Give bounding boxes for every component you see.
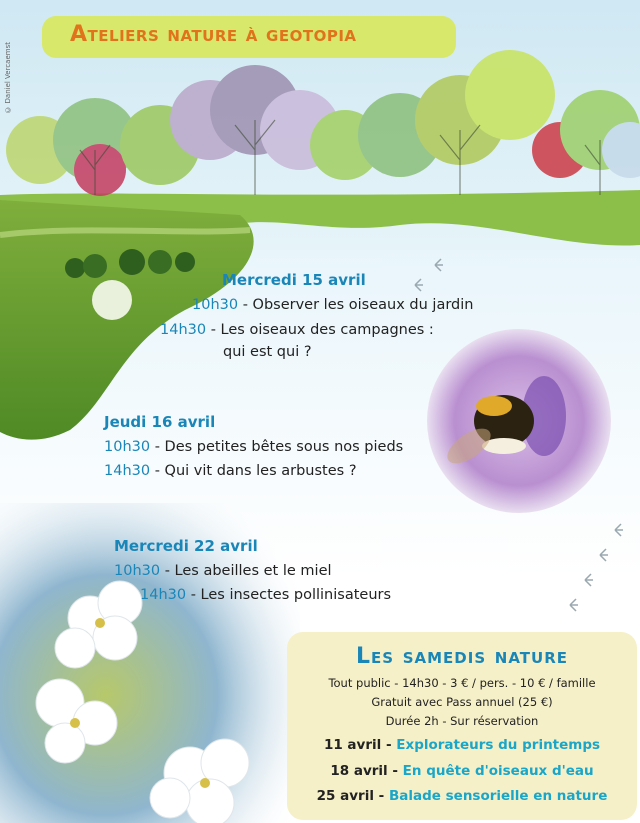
samedis-title: Les samedis nature: [355, 644, 568, 669]
bird-tracks: [545, 520, 635, 640]
list-item: 14h30 - Les insectes pollinisateurs: [140, 587, 392, 603]
event-label: En quête d'oiseaux d'eau: [402, 763, 594, 779]
bird-tracks-top: [405, 245, 465, 295]
event-date: 11 avril: [323, 737, 382, 753]
activity-time: 10h30: [114, 563, 161, 579]
activity-time: 10h30: [104, 439, 151, 455]
page-title: Ateliers nature à geotopia: [70, 22, 357, 47]
list-item: 14h30 - Qui vit dans les arbustes ?: [104, 463, 357, 479]
day-heading: Mercredi 15 avril: [222, 271, 366, 289]
list-item: 10h30 - Les abeilles et le miel: [114, 563, 332, 579]
activity-label: Les abeilles et le miel: [174, 563, 332, 579]
activity-time: 10h30: [192, 297, 239, 313]
activity-time: 14h30: [160, 322, 207, 338]
bumblebee-photo: [424, 326, 614, 516]
day-heading: Mercredi 22 avril: [114, 537, 258, 555]
list-item: 10h30 - Observer les oiseaux du jardin: [192, 297, 474, 313]
event-label: Balade sensorielle en nature: [388, 788, 608, 804]
activity-label-continued: qui est qui ?: [223, 344, 312, 360]
samedis-info-duration: Durée 2h - Sur réservation: [385, 714, 539, 728]
list-item: 14h30 - Les oiseaux des campagnes :: [160, 322, 434, 338]
activity-time: 14h30: [104, 463, 151, 479]
photo-credit: © Daniel Vercaemst: [4, 42, 12, 114]
day-heading: Jeudi 16 avril: [104, 413, 216, 431]
activity-label: Les insectes pollinisateurs: [200, 587, 392, 603]
activity-label: Les oiseaux des campagnes :: [220, 322, 434, 338]
activity-label: Des petites bêtes sous nos pieds: [164, 439, 404, 455]
event-date: 25 avril: [316, 788, 374, 804]
activity-time: 14h30: [140, 587, 187, 603]
event-date: 18 avril: [330, 763, 388, 779]
event-label: Explorateurs du printemps: [396, 737, 601, 753]
list-item: 10h30 - Des petites bêtes sous nos pieds: [104, 439, 404, 455]
list-item: 25 avril - Balade sensorielle en nature: [316, 788, 608, 804]
list-item: 11 avril - Explorateurs du printemps: [323, 737, 601, 753]
list-item: 18 avril - En quête d'oiseaux d'eau: [330, 763, 594, 779]
activity-label: Qui vit dans les arbustes ?: [164, 463, 357, 479]
samedis-info-pass: Gratuit avec Pass annuel (25 €): [371, 695, 553, 709]
activity-label: Observer les oiseaux du jardin: [252, 297, 474, 313]
samedis-info-price: Tout public - 14h30 - 3 € / pers. - 10 € / famille: [328, 676, 596, 690]
